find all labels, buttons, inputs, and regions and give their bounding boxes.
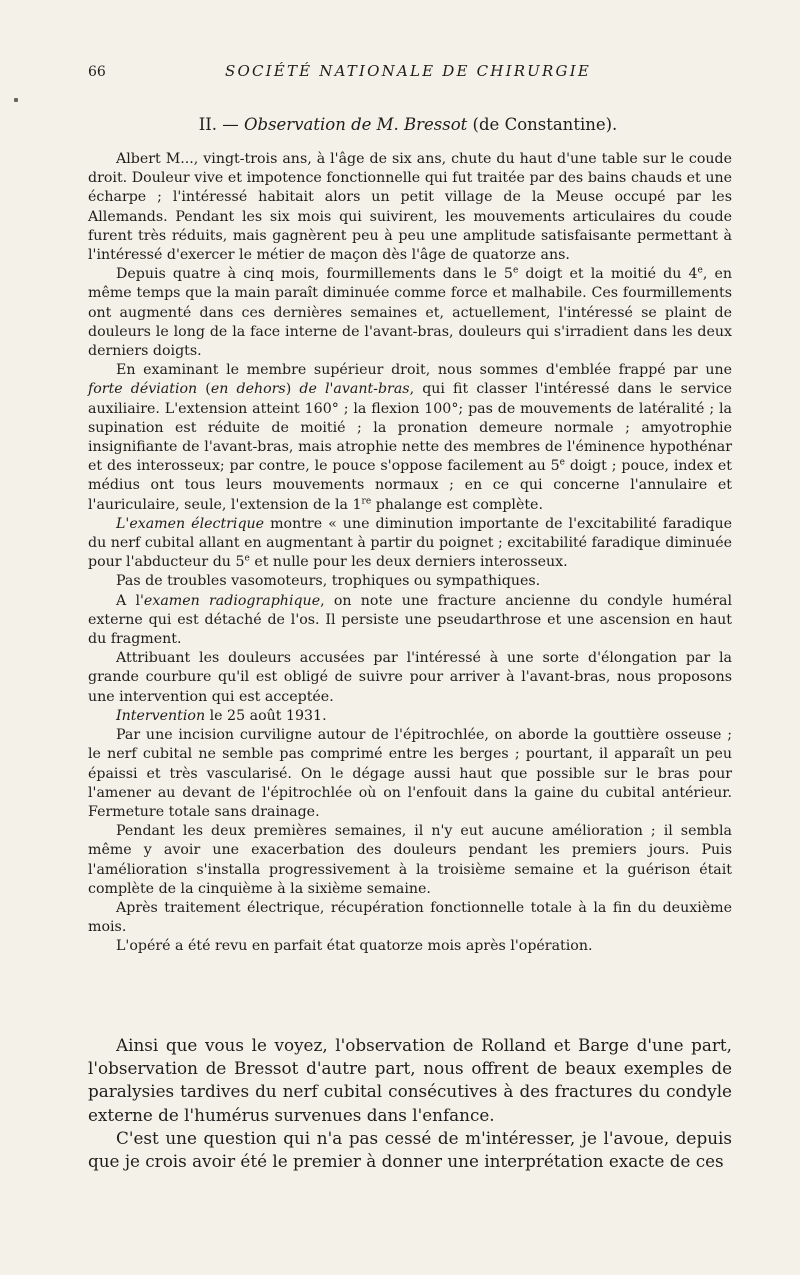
text-run: En examinant le membre supérieur droit, nous sommes d'emblée frappé par une	[116, 362, 732, 379]
text-run: L'opéré a été revu en parfait état quatorze mois après l'opération.	[116, 938, 593, 955]
italic-text: en dehors	[210, 381, 286, 398]
observation-paragraph	[88, 592, 732, 650]
text-run: Depuis quatre à cinq mois, fourmillements dans le 5	[116, 266, 513, 283]
text-run: Attribuant les douleurs accusées par l'intéressé à une sorte d'élongation par la grande courbure qu'il est obligé de suivre pour arriver à l'avant-bras, nous proposons une intervention qui est acceptée.	[88, 650, 732, 705]
italic-text: Intervention	[116, 707, 206, 724]
text-run: doigt ; pouce, index et médius ont tous leurs mouvements normaux ; en ce qui concerne l'annulaire et l'auriculaire, seule, l'extension de la 1	[88, 458, 733, 513]
page-number: 66	[88, 64, 106, 80]
margin-mark	[14, 98, 18, 102]
text-run: montre « une diminution importante de l'excitabilité faradique du nerf cubital allant en augmentant à partir du poignet ; excitabilité faradique diminuée pour l'abducteur du 5	[88, 515, 733, 571]
superscript: e	[697, 265, 703, 276]
text-run: (	[197, 381, 211, 398]
superscript: e	[244, 553, 250, 564]
page-header	[88, 60, 728, 86]
text-run: A l'	[116, 592, 144, 609]
superscript: e	[512, 265, 519, 276]
commentary-text	[88, 1034, 732, 1173]
text-run: Pas de troubles vasomoteurs, trophiques ou sympathiques.	[116, 573, 541, 590]
section-title-italic: Observation de M. Bressot	[243, 115, 468, 134]
observation-paragraph	[88, 822, 732, 899]
italic-text: L'examen électrique	[116, 515, 265, 532]
observation-paragraph	[88, 707, 732, 726]
observation-paragraph	[88, 515, 732, 573]
running-title: SOCIÉTÉ NATIONALE DE CHIRURGIE	[225, 62, 591, 80]
italic-text: examen radiographique	[143, 592, 321, 609]
text-run: , on note une fracture ancienne du condyle huméral externe qui est détaché de l'os. Il persiste une pseudarthrose et une ascension en haut du fragment.	[88, 592, 733, 648]
text-run: Après traitement électrique, récupération fonctionnelle totale à la fin du deuxième mois.	[88, 899, 732, 936]
commentary-paragraph: C'est une question qui n'a pas cessé de m'intéresser, je l'avoue, depuis que je crois avoir été le premier à donner une interprétation exacte de ces	[88, 1127, 732, 1172]
text-run: doigt et la moitié du 4	[518, 266, 698, 283]
observation-paragraph	[88, 572, 732, 591]
section-title-rest: (de Constantine).	[467, 115, 618, 134]
observation-paragraph	[88, 899, 732, 937]
text-run: , qui fit classer l'intéressé dans le service auxiliaire. L'extension atteint 160° ; la flexion 100°; pas de mouvements de latéralité ; la supination est réduite de moitié ; la pronation demeure normale ; amyotrophie insignifiante de l'avant-bras, mais atrophie nette des membres de l'éminence hypothénar et des interosseux; par contre, le pouce s'oppose facilement au 5	[88, 381, 733, 475]
observation-paragraph	[88, 265, 732, 361]
text-run: )	[285, 381, 300, 398]
text-run: Pendant les deux premières semaines, il n'y eut aucune amélioration ; il sembla même y avoir une exacerbation des douleurs pendant les premiers jours. Puis l'amélioration s'installa progressivement à la troisième semaine et la guérison était complète de la cinquième à la sixième semaine.	[88, 823, 732, 897]
superscript: e	[559, 457, 565, 468]
text-run: Par une incision curviligne autour de l'épitrochlée, on aborde la gouttière osseuse ; le nerf cubital ne semble pas comprimé entre les berges ; pourtant, il apparaît un peu épaissi et très vascularisé. On le dégage aussi haut que possible sur le bras pour l'amener au devant de l'épitrochlée où on l'enfouit dans la gaine du cubital antérieur. Fermeture totale sans drainage.	[88, 727, 732, 820]
text-run: le 25 août 1931.	[205, 707, 327, 724]
observation-paragraph	[88, 937, 732, 956]
observation-paragraph	[88, 361, 732, 515]
text-run: et nulle pour les deux derniers interosseux.	[249, 554, 568, 571]
text-run: , en même temps que la main paraît diminuée comme force et malhabile. Ces fourmillements ont augmenté dans ces dernières semaines et, actuellement, l'intéressé se plaint de douleurs le long de la face interne de l'avant-bras, douleurs qui s'irradient dans les deux derniers doigts.	[88, 266, 732, 360]
superscript: re	[361, 495, 372, 506]
observation-paragraph	[88, 150, 732, 265]
section-numeral: II. —	[198, 115, 244, 134]
observation-paragraph	[88, 649, 732, 707]
commentary-paragraph: Ainsi que vous le voyez, l'observation de Rolland et Barge d'une part, l'observation de Bressot d'autre part, nous offrent de beaux exemples de paralysies tardives du nerf cubital consécutives à des fractures du condyle externe de l'humérus survenues dans l'enfance.	[88, 1035, 732, 1125]
text-run: phalange est complète.	[371, 496, 543, 513]
observation-paragraph	[88, 726, 732, 822]
observation-text	[88, 150, 732, 957]
italic-text: forte déviation	[88, 381, 198, 398]
section-title	[88, 115, 728, 134]
italic-text: de l'avant-bras	[299, 381, 410, 398]
text-run: Albert M..., vingt-trois ans, à l'âge de six ans, chute du haut d'une table sur le coude droit. Douleur vive et impotence fonctionnelle qui fut traitée par des bains chauds et une écharpe ; l'intéressé habitait alors un petit village de la Meuse occupé par les Allemands. Pendant les six mois qui suivirent, les mouvements articulaires du coude furent très réduits, mais gagnèrent peu à peu une amplitude satisfaisante permettant à l'intéressé d'exercer le métier de maçon dès l'âge de quatorze ans.	[88, 151, 732, 264]
